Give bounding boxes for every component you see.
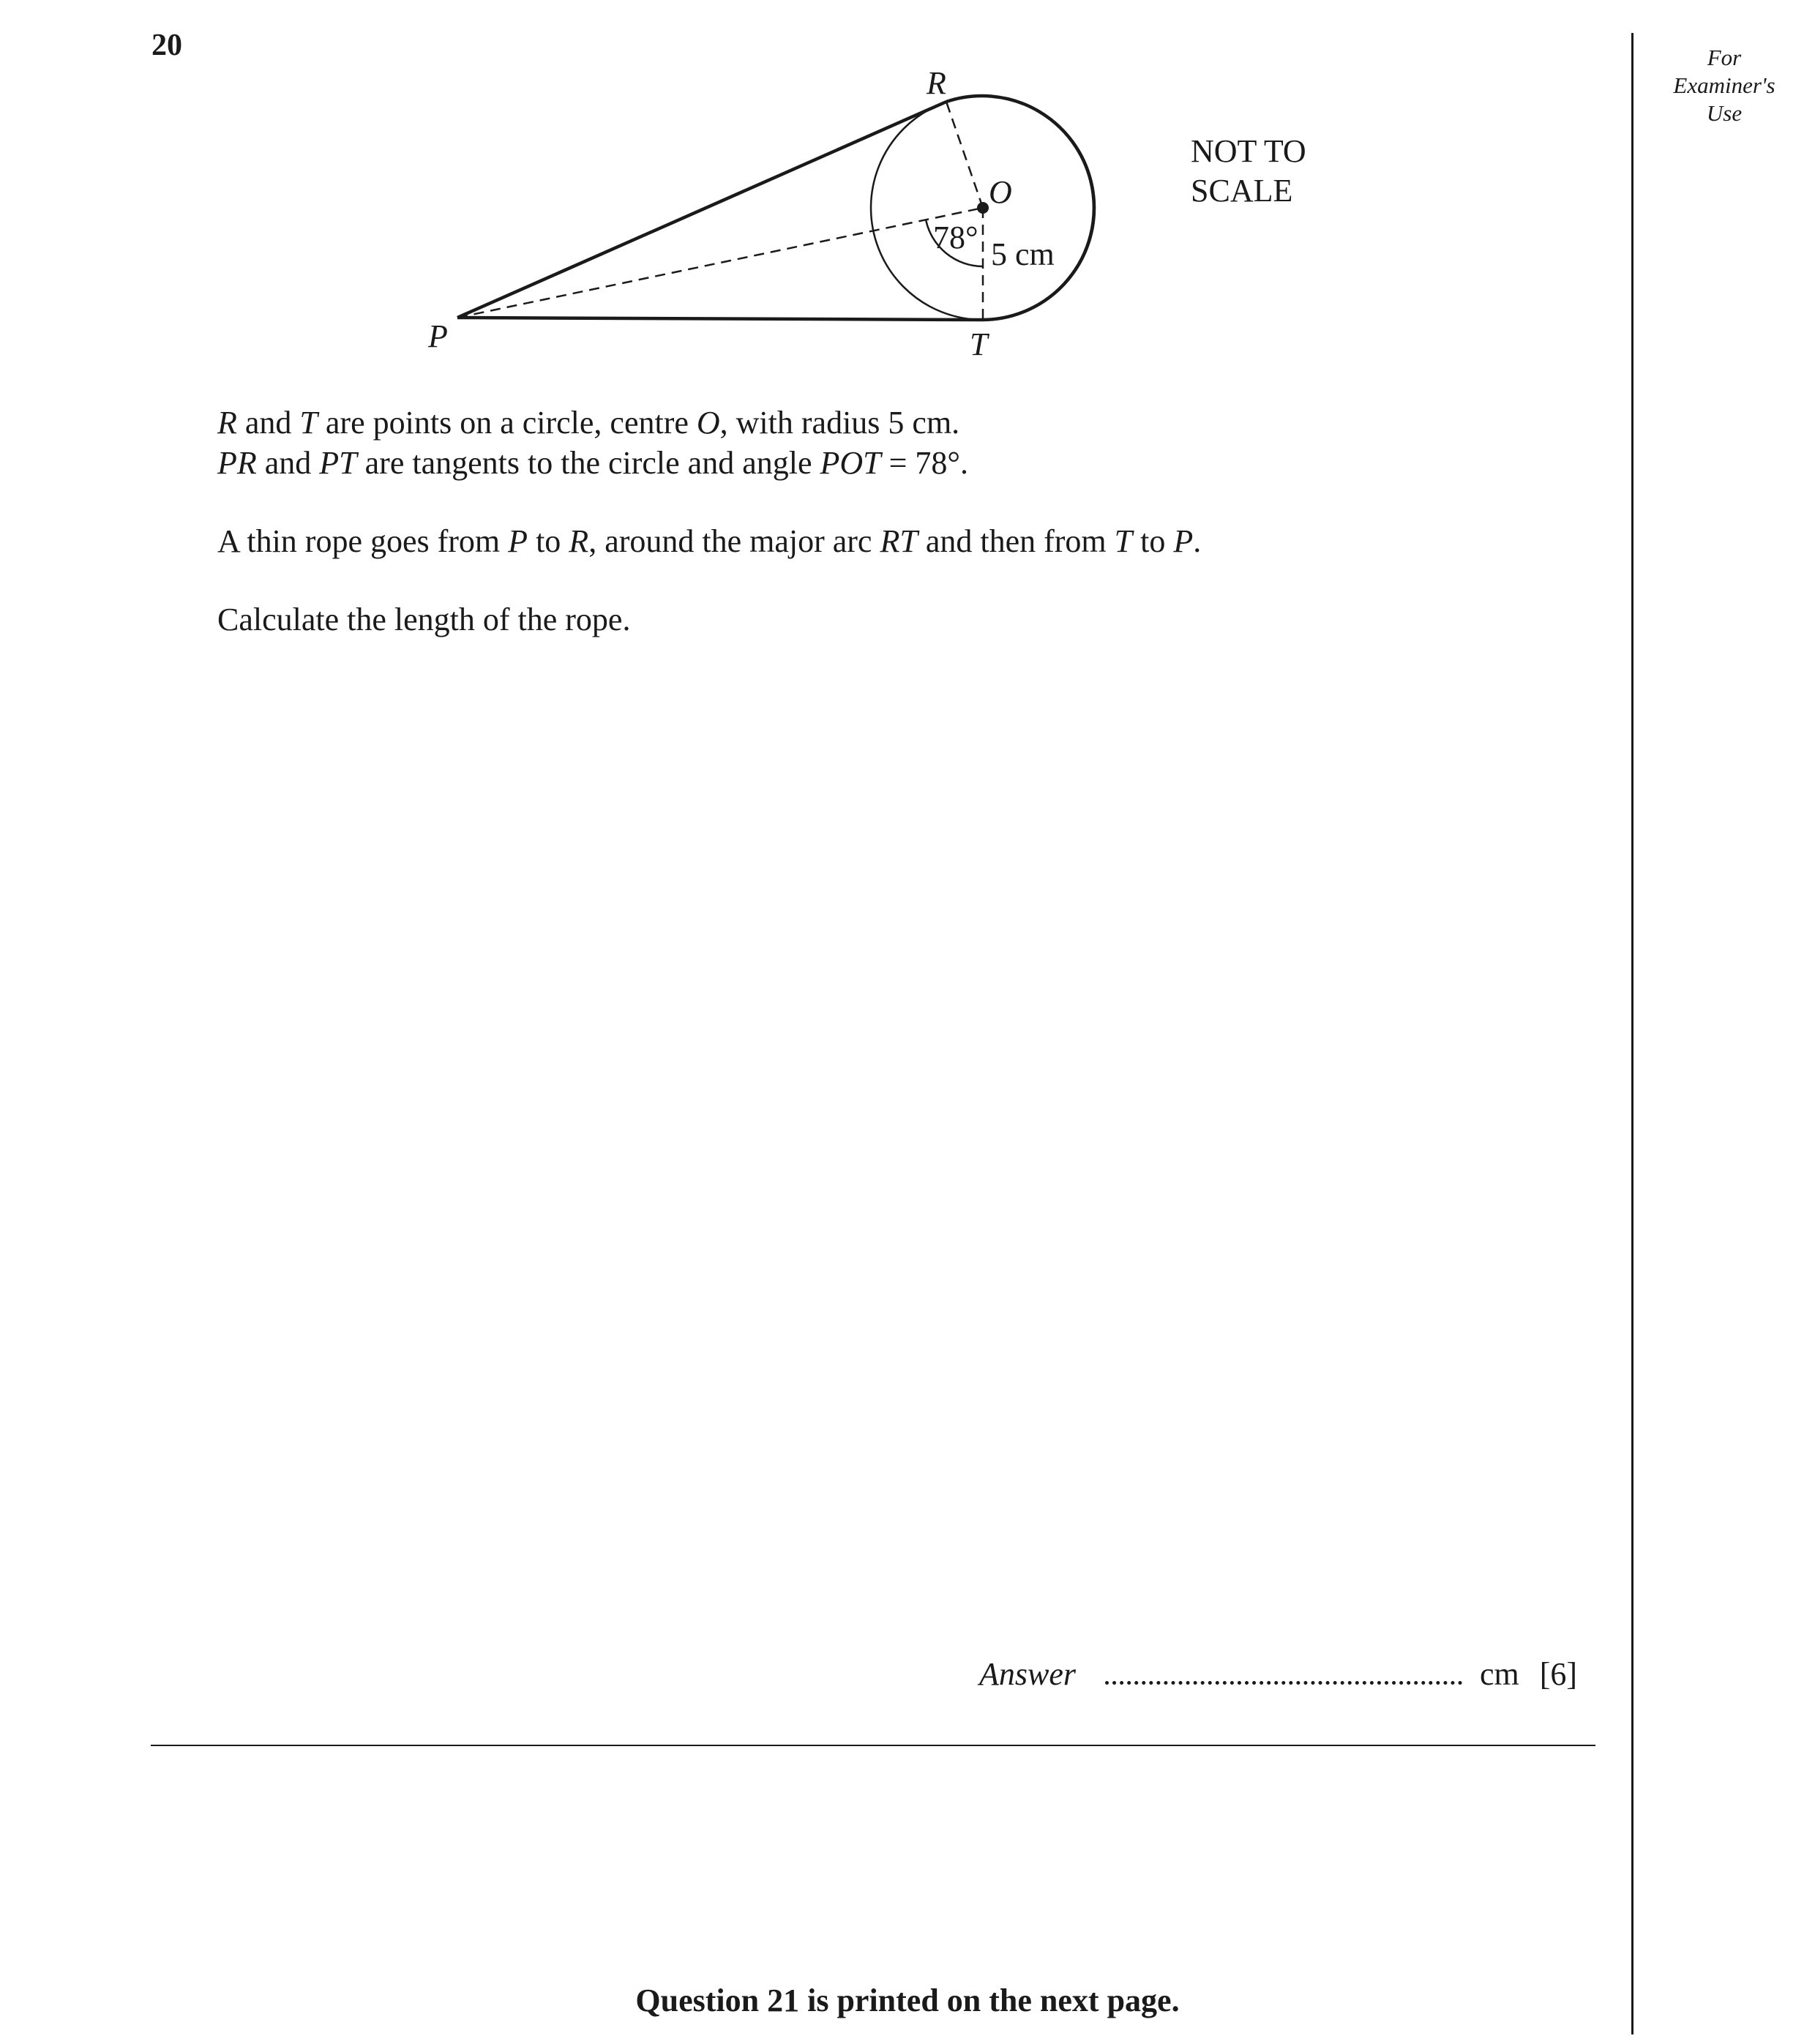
question-end-rule xyxy=(151,1745,1595,1746)
q1-o: O xyxy=(696,405,720,441)
not-to-scale-line-2: SCALE xyxy=(1191,173,1293,209)
answer-label: Answer xyxy=(979,1656,1076,1692)
q3-arc: , around the major arc xyxy=(588,523,880,559)
dashed-or xyxy=(946,102,983,208)
q3-t: T xyxy=(1114,523,1133,559)
label-r: R xyxy=(927,65,946,101)
angle-label: 78° xyxy=(933,220,978,255)
question-line-2 xyxy=(217,443,1608,483)
q3-p: P xyxy=(508,523,528,559)
q1-radius: , with radius 5 cm. xyxy=(719,405,960,441)
q2-pt: PT xyxy=(319,445,357,481)
centre-dot xyxy=(977,202,989,214)
question-line-3 xyxy=(217,521,1608,561)
q3-a: A thin rope goes from xyxy=(217,523,509,559)
q3-end: . xyxy=(1193,523,1202,559)
answer-marks: [6] xyxy=(1539,1656,1578,1692)
question-line-1 xyxy=(217,403,1608,443)
answer-field[interactable] xyxy=(1105,1672,1462,1685)
major-arc-rt xyxy=(946,96,1094,320)
q2-and: and xyxy=(256,445,320,481)
page-number: 20 xyxy=(151,29,182,62)
q1-t: T xyxy=(299,405,318,441)
answer-unit: cm xyxy=(1480,1656,1519,1692)
question-text xyxy=(217,403,1608,640)
tangent-circle-diagram xyxy=(0,0,1815,381)
label-p: P xyxy=(428,318,448,354)
dashed-po xyxy=(457,208,983,318)
label-o: O xyxy=(989,174,1012,210)
not-to-scale-note xyxy=(1191,132,1306,211)
q3-rt: RT xyxy=(880,523,918,559)
q1-and: and xyxy=(236,405,300,441)
q2-pot: POT xyxy=(820,445,881,481)
q3-p2: P xyxy=(1173,523,1194,559)
question-line-4: Calculate the length of the rope. xyxy=(217,602,631,637)
examiner-line-1: For xyxy=(1707,45,1742,70)
footer-note: Question 21 is printed on the next page. xyxy=(635,1983,1180,2018)
q2-pr: PR xyxy=(217,445,257,481)
q2-angle: = 78°. xyxy=(880,445,969,481)
q3-r: R xyxy=(569,523,589,559)
label-t: T xyxy=(970,326,988,362)
examiner-line-3: Use xyxy=(1706,100,1743,126)
not-to-scale-line-1: NOT TO xyxy=(1191,133,1306,169)
examiner-line-2: Examiner's xyxy=(1673,72,1775,98)
q3-then: and then from xyxy=(917,523,1115,559)
q1-r: R xyxy=(217,405,237,441)
tangent-pr xyxy=(457,102,946,318)
q2-text: are tangents to the circle and angle xyxy=(356,445,820,481)
answer-row xyxy=(979,1655,1577,1693)
radius-label: 5 cm xyxy=(991,236,1055,272)
q1-text: are points on a circle, centre xyxy=(317,405,697,441)
q3-to2: to xyxy=(1132,523,1174,559)
q3-to: to xyxy=(528,523,569,559)
tangent-pt xyxy=(457,318,983,320)
